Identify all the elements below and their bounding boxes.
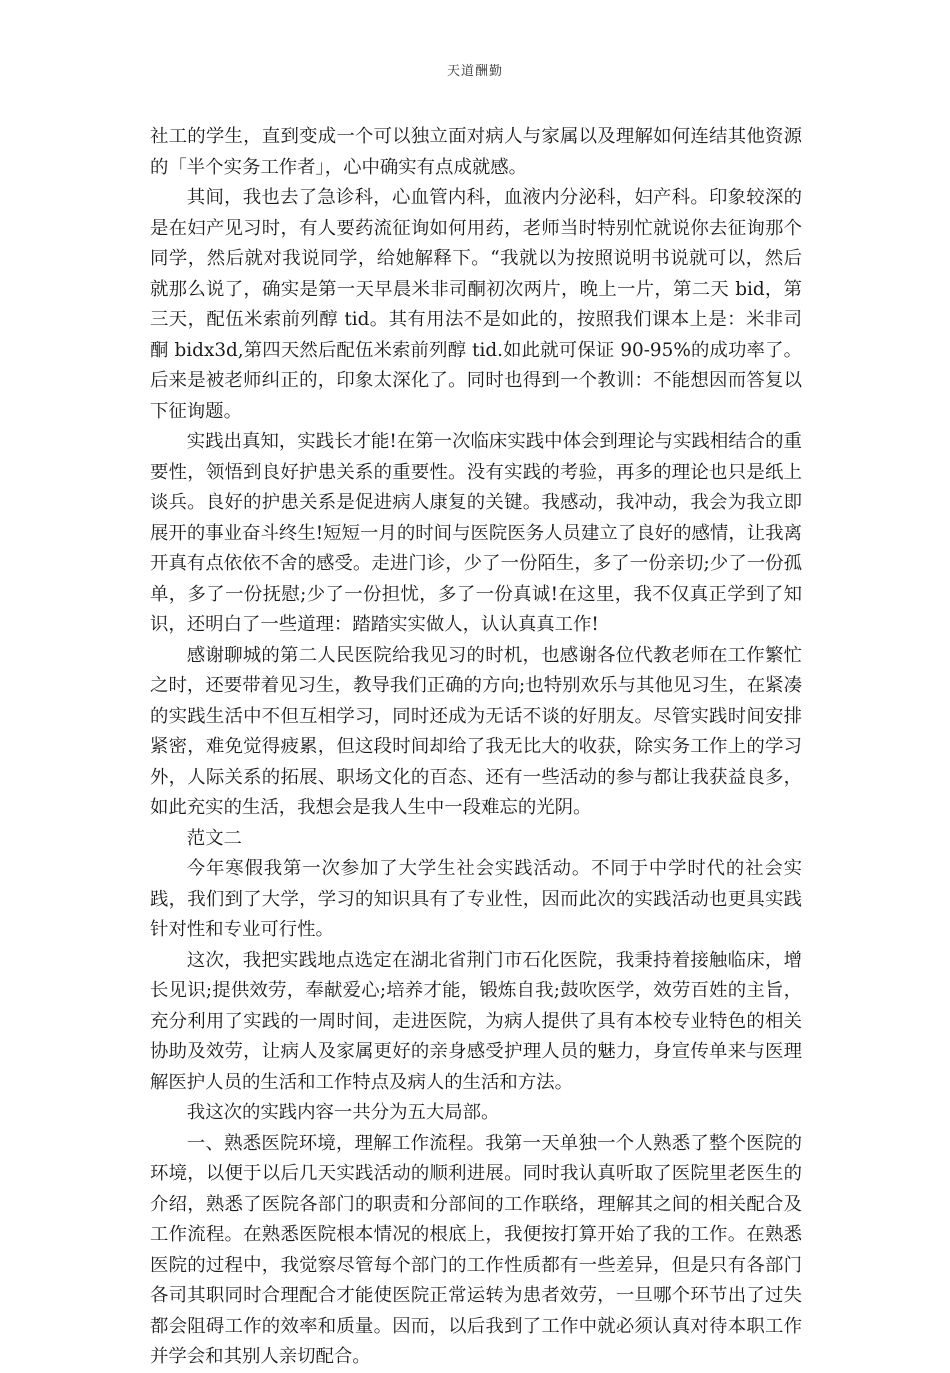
paragraph-winter-practice: 今年寒假我第一次参加了大学生社会实践活动。不同于中学时代的社会实践，我们到了大学，学习的知识具有了专业性，因而此次的实践活动也更具实践针对性和专业可行性。 bbox=[150, 858, 802, 940]
paragraph-five-parts: 我这次的实践内容一共分为五大局部。 bbox=[186, 1102, 500, 1123]
section-heading-sample-two: 范文二 bbox=[186, 827, 242, 849]
paragraph-practice-knowledge: 实践出真知，实践长才能!在第一次临床实践中体会到理论与实践相结合的重要性，领悟到良好护患关系的重要性。没有实践的考验，再多的理论也只是纸上谈兵。良好的护患关系是促进病人康复的关键。我感动，我冲动，我会为我立即展开的事业奋斗终生!短短一月的时间与医院医务人员建立了良好的感情，让我离开真有点依依不舍的感受。走进门诊，少了一份陌生，多了一份亲切;少了一份孤单，多了一份抚慰;少了一份担忧，多了一份真诚!在这里，我不仅真正学到了知识，还明白了一些道理：踏踏实实做人，认认真真工作! bbox=[150, 431, 802, 635]
paragraph-practice-location: 这次，我把实践地点选定在湖北省荆门市石化医院，我秉持着接触临床，增长见识;提供效劳，奉献爱心;培养才能，锻炼自我;鼓吹医学，效劳百姓的主旨，充分利用了实践的一周时间，走进医院，为病人提供了具有本校专业特色的相关协助及效劳，让病人及家属更好的亲身感受护理人员的魅力，身宣传单来与医理解医护人员的生活和工作特点及病人的生活和方法。 bbox=[150, 949, 802, 1093]
document-body bbox=[150, 122, 802, 1373]
page-header: 天道酬勤 bbox=[446, 64, 503, 79]
paragraph-thanks: 感谢聊城的第二人民医院给我见习的时机，也感谢各位代教老师在工作繁忙之时，还要带着见习生，教导我们正确的方向;也特别欢乐与其他见习生，在紧凑的实践生活中不但互相学习，同时还成为无话不谈的好朋友。尽管实践时间安排紧密，难免觉得疲累，但这段时间却给了我无比大的收获，除实务工作上的学习外，人际关系的拓展、职场文化的百态、还有一些活动的参与都让我获益良多，如此充实的生活，我想会是我人生中一段难忘的光阴。 bbox=[150, 644, 802, 818]
paragraph-continuation: 社工的学生，直到变成一个可以独立面对病人与家属以及理解如何连结其他资源的「半个实务工作者」，心中确实有点成就感。 bbox=[150, 126, 802, 178]
paragraph-part-one: 一、熟悉医院环境，理解工作流程。我第一天单独一个人熟悉了整个医院的环境，以便于以后几天实践活动的顺利进展。同时我认真听取了医院里老医生的介绍，熟悉了医院各部门的职责和分部间的工作联络，理解其之间的相关配合及工作流程。在熟悉医院根本情况的根底上，我便按打算开始了我的工作。在熟悉医院的过程中，我觉察尽管每个部门的工作性质都有一些差异，但是只有各部门各司其职同时合理配合才能使医院正常运转为患者效劳，一旦哪个环节出了过失都会阻碍工作的效率和质量。因而，以后我到了工作中就必须认真对待本职工作并学会和其别人亲切配合。 bbox=[150, 1132, 802, 1367]
paragraph-obgyn-experience: 其间，我也去了急诊科，心血管内科，血液内分泌科，妇产科。印象较深的是在妇产见习时，有人要药流征询如何用药，老师当时特别忙就说你去征询那个同学，然后就对我说同学，给她解释下。“我就以为按照说明书说就可以，然后就那么说了，确实是第一天早晨米非司酮初次两片，晚上一片，第二天 bid，第三天，配伍米索前列醇 tid。其有用法不是如此的，按照我们课本上是：米非司酮 bidx3d,第四天然后配伍米索前列醇 tid.如此就可保证 90-95%的成功率了。后来是被老师纠正的，印象太深化了。同时也得到一个教训：不能想因而答复以下征询题。 bbox=[150, 187, 802, 422]
